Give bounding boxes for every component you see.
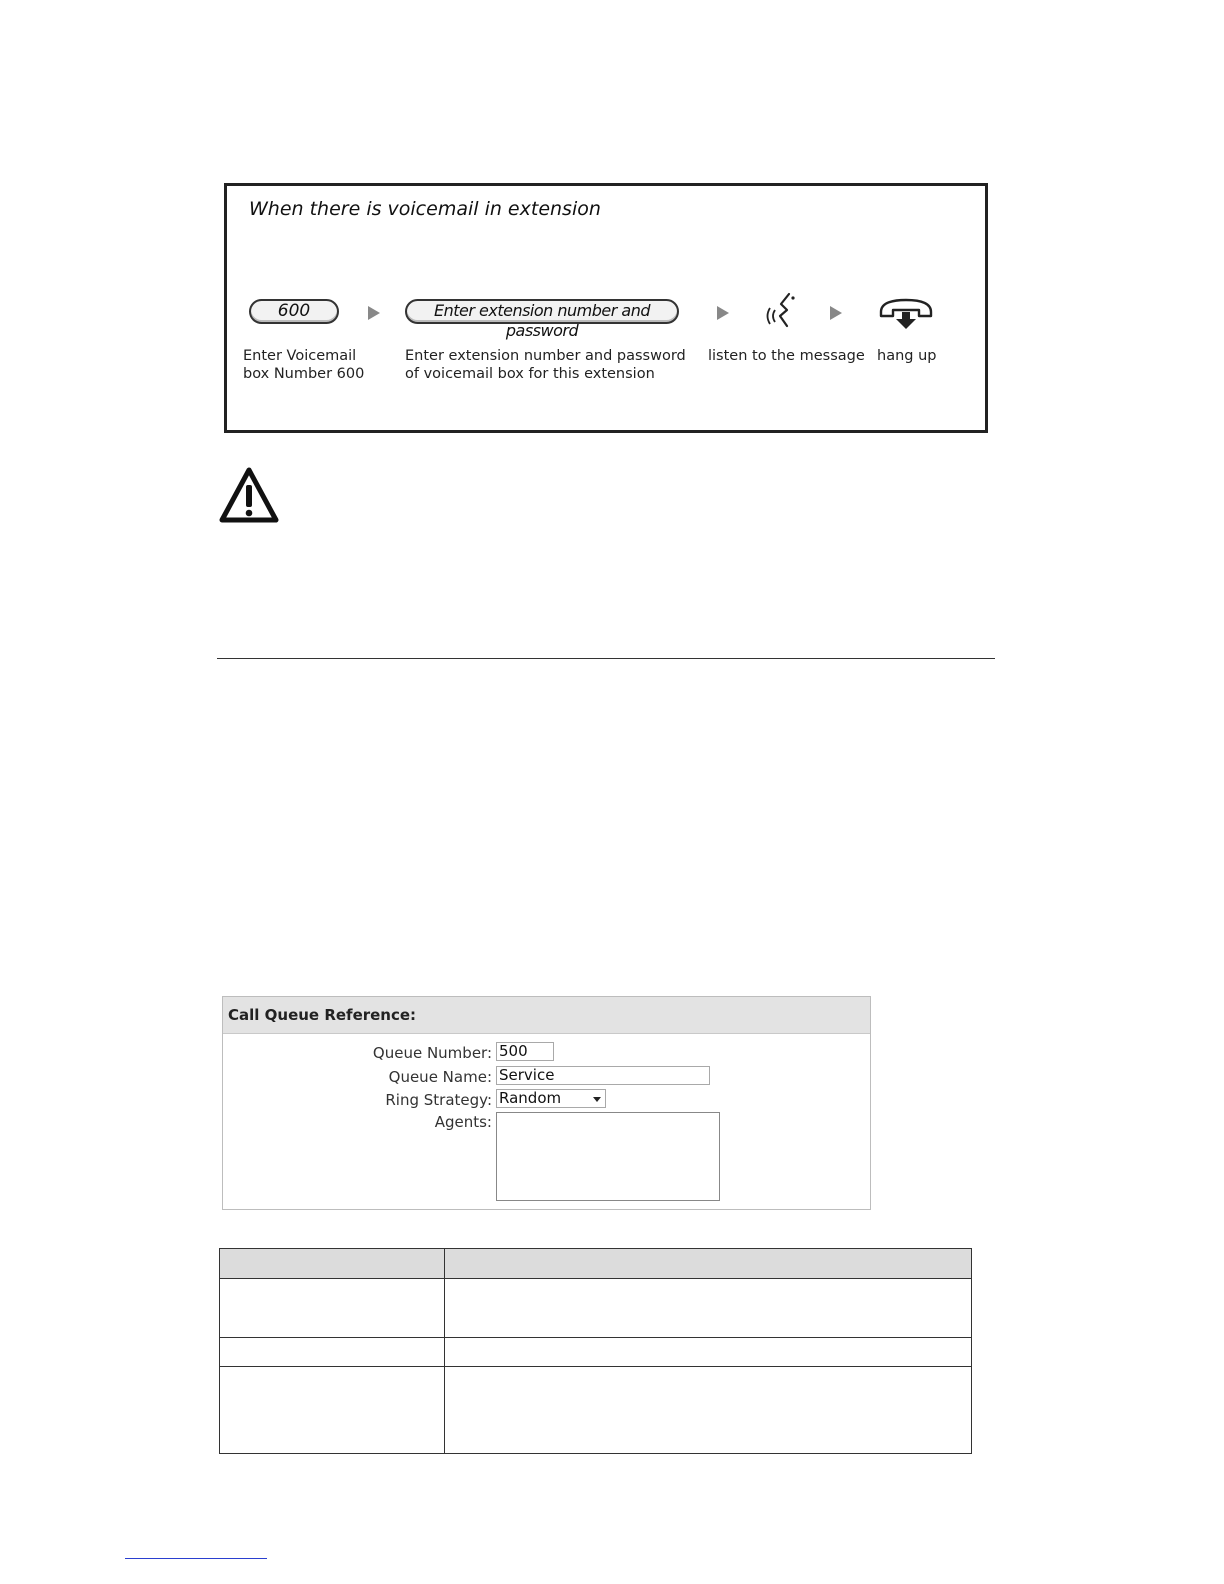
arrow-icon bbox=[717, 306, 729, 320]
arrow-icon bbox=[830, 306, 842, 320]
step-label-voicemail-number: Enter Voicemail box Number 600 bbox=[243, 348, 365, 382]
step-label-hang-up: hang up bbox=[877, 348, 937, 364]
step-label-extension-password: Enter extension number and password of voicemail box for this extension bbox=[405, 348, 686, 382]
table-cell bbox=[220, 1338, 445, 1367]
hang-up-icon bbox=[877, 296, 935, 332]
queue-number-label: Queue Number: bbox=[372, 1044, 492, 1062]
ring-strategy-label: Ring Strategy: bbox=[385, 1091, 492, 1109]
extension-password-pill: Enter extension number and password bbox=[405, 299, 679, 324]
section-divider bbox=[217, 658, 995, 659]
chevron-down-icon bbox=[593, 1097, 601, 1102]
table-row bbox=[220, 1279, 972, 1338]
arrow-icon bbox=[368, 306, 380, 320]
table-cell bbox=[445, 1367, 972, 1454]
queue-number-input[interactable]: 500 bbox=[496, 1042, 554, 1061]
agents-label: Agents: bbox=[434, 1113, 492, 1131]
ring-strategy-select[interactable] bbox=[496, 1089, 606, 1108]
table-cell bbox=[445, 1279, 972, 1338]
warning-icon bbox=[219, 466, 279, 524]
call-queue-header: Call Queue Reference: bbox=[223, 997, 870, 1034]
queue-name-input[interactable]: Service bbox=[496, 1066, 710, 1085]
table-row bbox=[220, 1338, 972, 1367]
voicemail-number-pill: 600 bbox=[249, 299, 339, 324]
footer-link-underline[interactable] bbox=[125, 1558, 267, 1559]
table-row bbox=[220, 1367, 972, 1454]
listen-icon bbox=[763, 290, 801, 330]
table-header-row bbox=[220, 1249, 972, 1279]
agents-listbox[interactable] bbox=[496, 1112, 720, 1201]
table-header-cell bbox=[220, 1249, 445, 1279]
table-cell bbox=[220, 1367, 445, 1454]
table-header-cell bbox=[445, 1249, 972, 1279]
reference-table bbox=[219, 1248, 972, 1454]
call-queue-panel bbox=[222, 996, 871, 1210]
ring-strategy-value: Random bbox=[499, 1089, 562, 1107]
queue-name-label: Queue Name: bbox=[388, 1068, 492, 1086]
diagram-title: When there is voicemail in extension bbox=[249, 198, 601, 220]
table-cell bbox=[445, 1338, 972, 1367]
voicemail-diagram bbox=[224, 183, 988, 433]
table-cell bbox=[220, 1279, 445, 1338]
step-label-listen: listen to the message bbox=[708, 348, 865, 364]
